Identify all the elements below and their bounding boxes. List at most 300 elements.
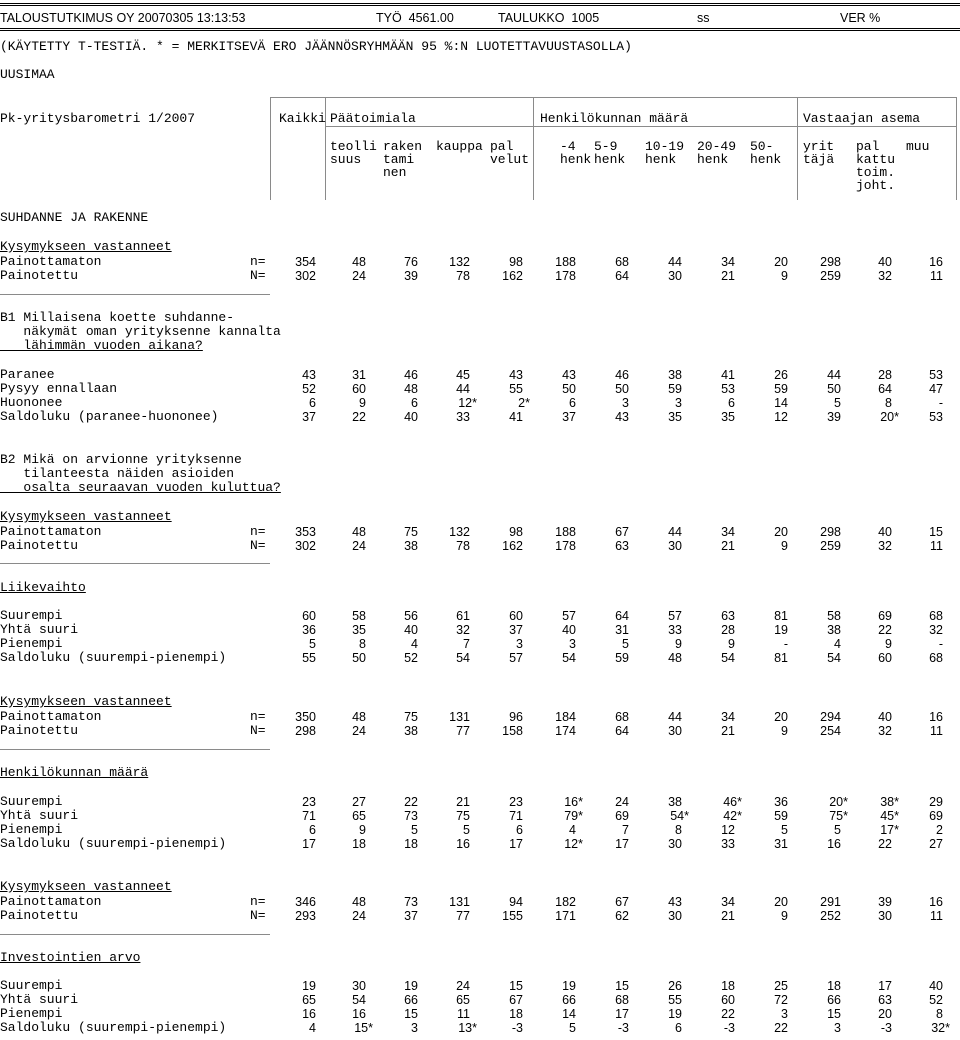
cell: 17 xyxy=(615,837,629,851)
unweighted-n-row xyxy=(0,710,960,724)
cell: 188 xyxy=(555,255,576,269)
cell: 16 xyxy=(456,837,470,851)
cell: 19 xyxy=(404,979,418,993)
column-header-6: 5-9 xyxy=(594,139,618,154)
cell: 35 xyxy=(352,623,366,637)
cell: 20* xyxy=(880,410,899,424)
cell: 17 xyxy=(615,1007,629,1021)
cell: 75 xyxy=(456,809,470,823)
n-label: n= xyxy=(250,894,266,909)
survey-title: Pk-yritysbarometri 1/2007 xyxy=(0,111,196,126)
cell: 66 xyxy=(404,993,418,1007)
row-label: Pienempi xyxy=(0,636,63,651)
cell: 22 xyxy=(774,1021,788,1035)
row-label: Yhtä suuri xyxy=(0,808,79,823)
cell: 6 xyxy=(569,396,576,410)
weighted-n-row xyxy=(0,909,960,923)
report-version: VER % xyxy=(840,11,881,25)
cell: -3 xyxy=(617,1021,629,1035)
cell: 18 xyxy=(509,1007,523,1021)
cell: 15 xyxy=(929,525,943,539)
cell: 9 xyxy=(359,396,366,410)
cell: 37 xyxy=(302,410,316,424)
cell: 54 xyxy=(827,651,841,665)
cell: 4 xyxy=(411,637,418,651)
cell: 6 xyxy=(411,396,418,410)
cell: 63 xyxy=(721,609,735,623)
cell: 50 xyxy=(562,382,576,396)
cell: 26 xyxy=(668,979,682,993)
row-label: Saldoluku (suurempi-pienempi) xyxy=(0,1020,227,1035)
cell: 3 xyxy=(781,1007,788,1021)
cell: 37 xyxy=(404,909,418,923)
cell: 58 xyxy=(827,609,841,623)
column-header-1: teolli xyxy=(330,139,377,154)
cell: 48 xyxy=(352,895,366,909)
n-label: N= xyxy=(250,908,266,923)
question-b2-text: B2 Mikä on arvionne yrityksenne xyxy=(0,452,242,467)
cell: -3 xyxy=(723,1021,735,1035)
cell: 6 xyxy=(309,396,316,410)
cell: 43 xyxy=(509,368,523,382)
cell: 16 xyxy=(929,710,943,724)
weighted-n-row xyxy=(0,539,960,553)
cell: 81 xyxy=(774,609,788,623)
cell: 162 xyxy=(502,539,523,553)
n-label: n= xyxy=(250,709,266,724)
n-label: n= xyxy=(250,524,266,539)
cell: 68 xyxy=(615,255,629,269)
cell: -3 xyxy=(880,1021,892,1035)
cell: 67 xyxy=(509,993,523,1007)
cell: 5 xyxy=(411,823,418,837)
cell: 72 xyxy=(774,993,788,1007)
cell: 54 xyxy=(562,651,576,665)
cell: 3 xyxy=(675,396,682,410)
cell: 302 xyxy=(295,269,316,283)
cell: 31 xyxy=(774,837,788,851)
cell: 259 xyxy=(820,269,841,283)
report-job: TYÖ 4561.00 xyxy=(376,11,454,25)
cell: 46 xyxy=(615,368,629,382)
cell: 24 xyxy=(352,909,366,923)
cell: 5 xyxy=(781,823,788,837)
cell: 8 xyxy=(885,396,892,410)
cell: 5 xyxy=(834,823,841,837)
cell: 63 xyxy=(615,539,629,553)
cell: 4 xyxy=(309,1021,316,1035)
cell: 16 xyxy=(929,895,943,909)
cell: - xyxy=(938,396,943,410)
cell: 17 xyxy=(302,837,316,851)
cell: 9 xyxy=(359,823,366,837)
cell: 16 xyxy=(827,837,841,851)
cell: 20 xyxy=(774,710,788,724)
cell: 2* xyxy=(518,396,530,410)
cell: 9 xyxy=(781,539,788,553)
question-b1-text: B1 Millaisena koette suhdanne- xyxy=(0,310,235,325)
cell: 56 xyxy=(404,609,418,623)
separator xyxy=(0,749,270,750)
cell: 79* xyxy=(564,809,583,823)
cell: 60 xyxy=(721,993,735,1007)
cell: 32 xyxy=(878,539,892,553)
cell: 62 xyxy=(615,909,629,923)
cell: 54 xyxy=(456,651,470,665)
cell: 60 xyxy=(302,609,316,623)
cell: 39 xyxy=(827,410,841,424)
cell: 44 xyxy=(668,710,682,724)
cell: 58 xyxy=(352,609,366,623)
cell: 19 xyxy=(668,1007,682,1021)
row-label: Suurempi xyxy=(0,978,63,993)
cell: 18 xyxy=(404,837,418,851)
cell: 55 xyxy=(302,651,316,665)
data-row xyxy=(0,637,960,651)
cell: 43 xyxy=(302,368,316,382)
cell: 9 xyxy=(781,724,788,738)
cell: 23 xyxy=(509,795,523,809)
column-header-11: kattu xyxy=(856,152,896,167)
cell: 131 xyxy=(449,710,470,724)
cell: 32 xyxy=(456,623,470,637)
separator xyxy=(0,563,270,564)
cell: 48 xyxy=(352,255,366,269)
cell: 65 xyxy=(456,993,470,1007)
column-header-6: henk xyxy=(594,152,626,167)
cell: 96 xyxy=(509,710,523,724)
cell: 24 xyxy=(352,724,366,738)
cell: 29 xyxy=(929,795,943,809)
cell: 17 xyxy=(878,979,892,993)
cell: 57 xyxy=(668,609,682,623)
cell: 184 xyxy=(555,710,576,724)
cell: 178 xyxy=(555,539,576,553)
cell: 34 xyxy=(721,895,735,909)
column-header-8: 20-49 xyxy=(697,139,737,154)
cell: 67 xyxy=(615,525,629,539)
cell: 32 xyxy=(878,724,892,738)
column-header-11: pal xyxy=(856,139,880,154)
column-header-12: muu xyxy=(906,139,930,154)
data-row xyxy=(0,396,960,410)
column-header-11: toim. xyxy=(856,165,896,180)
cell: 12* xyxy=(564,837,583,851)
cell: 6 xyxy=(675,1021,682,1035)
cell: 15 xyxy=(404,1007,418,1021)
cell: 25 xyxy=(774,979,788,993)
cell: 48 xyxy=(352,525,366,539)
data-row xyxy=(0,368,960,382)
column-header-10: yrit xyxy=(803,139,835,154)
cell: 8 xyxy=(936,1007,943,1021)
column-header-10: täjä xyxy=(803,152,835,167)
cell: 53 xyxy=(721,382,735,396)
cell: 188 xyxy=(555,525,576,539)
cell: 24 xyxy=(456,979,470,993)
report-header xyxy=(0,11,960,25)
cell: 73 xyxy=(404,809,418,823)
cell: 59 xyxy=(668,382,682,396)
cell: 37 xyxy=(562,410,576,424)
cell: 9 xyxy=(885,637,892,651)
data-row xyxy=(0,979,960,993)
cell: 55 xyxy=(509,382,523,396)
cell: 60 xyxy=(509,609,523,623)
cell: 73 xyxy=(404,895,418,909)
cell: 38 xyxy=(404,539,418,553)
cell: 174 xyxy=(555,724,576,738)
cell: 3 xyxy=(411,1021,418,1035)
cell: 18 xyxy=(827,979,841,993)
question-b2-text: osalta seuraavan vuoden kuluttua? xyxy=(0,480,281,495)
cell: 47 xyxy=(929,382,943,396)
cell: 37 xyxy=(509,623,523,637)
report-org-timestamp: TALOUSTUTKIMUS OY 20070305 13:13:53 xyxy=(0,11,246,25)
cell: 178 xyxy=(555,269,576,283)
cell: 354 xyxy=(295,255,316,269)
cell: 11 xyxy=(457,1007,470,1021)
cell: 64 xyxy=(615,269,629,283)
cell: 57 xyxy=(509,651,523,665)
cell: 6 xyxy=(516,823,523,837)
row-label: Yhtä suuri xyxy=(0,992,79,1007)
respondents-heading-2: Kysymykseen vastanneet xyxy=(0,509,172,524)
cell: 7 xyxy=(463,637,470,651)
ttest-note: (KÄYTETTY T-TESTIÄ. * = MERKITSEVÄ ERO JÄÄNNÖSRYHMÄÄN 95 %:N LUOTETTAVUUSTASOLLA) xyxy=(0,39,632,54)
cell: 42* xyxy=(723,809,742,823)
n-label: n= xyxy=(250,254,266,269)
weighted-n-row xyxy=(0,269,960,283)
cell: 21 xyxy=(721,539,735,553)
cell: 53 xyxy=(929,368,943,382)
cell: 66 xyxy=(562,993,576,1007)
cell: 8 xyxy=(359,637,366,651)
cell: 32 xyxy=(929,623,943,637)
cell: 22 xyxy=(721,1007,735,1021)
cell: 350 xyxy=(295,710,316,724)
cell: 17 xyxy=(509,837,523,851)
cell: 6 xyxy=(309,823,316,837)
column-header-9: henk xyxy=(750,152,782,167)
cell: 38 xyxy=(668,795,682,809)
question-b1-text: lähimmän vuoden aikana? xyxy=(0,338,203,353)
cell: 67 xyxy=(615,895,629,909)
cell: - xyxy=(938,637,943,651)
cell: 302 xyxy=(295,539,316,553)
cell: 22 xyxy=(404,795,418,809)
cell: 12* xyxy=(458,396,477,410)
cell: 78 xyxy=(456,269,470,283)
cell: 14 xyxy=(774,396,788,410)
cell: -3 xyxy=(511,1021,523,1035)
cell: 11 xyxy=(930,724,943,738)
column-header-8: henk xyxy=(697,152,729,167)
cell: 68 xyxy=(929,609,943,623)
respondents-heading-1: Kysymykseen vastanneet xyxy=(0,239,172,254)
data-row xyxy=(0,823,960,837)
group-paatoimiala: Päätoimiala xyxy=(330,111,416,126)
data-row xyxy=(0,382,960,396)
row-label: Huononee xyxy=(0,395,63,410)
separator xyxy=(0,294,270,295)
respondents-heading-3: Kysymykseen vastanneet xyxy=(0,694,172,709)
cell: 252 xyxy=(820,909,841,923)
cell: 48 xyxy=(352,710,366,724)
cell: 155 xyxy=(502,909,523,923)
data-row xyxy=(0,623,960,637)
cell: 18 xyxy=(721,979,735,993)
cell: 44 xyxy=(668,255,682,269)
cell: 22 xyxy=(878,623,892,637)
row-label: Saldoluku (suurempi-pienempi) xyxy=(0,650,227,665)
cell: 38* xyxy=(880,795,899,809)
row-label: Saldoluku (suurempi-pienempi) xyxy=(0,836,227,851)
column-header-7: henk xyxy=(645,152,677,167)
cell: 8 xyxy=(675,823,682,837)
row-label: Pienempi xyxy=(0,1006,63,1021)
group-henkilokunta: Henkilökunnan määrä xyxy=(540,111,689,126)
subsection-liikevaihto: Liikevaihto xyxy=(0,580,86,595)
region-title: UUSIMAA xyxy=(0,67,55,82)
data-row xyxy=(0,993,960,1007)
cell: 14 xyxy=(562,1007,576,1021)
cell: 75 xyxy=(404,710,418,724)
question-b2-text: tilanteesta näiden asioiden xyxy=(0,466,235,481)
cell: 24 xyxy=(615,795,629,809)
column-header-9: 50- xyxy=(750,139,774,154)
cell: 21 xyxy=(721,909,735,923)
cell: 50 xyxy=(615,382,629,396)
section-title: SUHDANNE JA RAKENNE xyxy=(0,210,149,225)
cell: 33 xyxy=(668,623,682,637)
column-header-2: raken xyxy=(383,139,423,154)
row-label: Painotettu xyxy=(0,908,79,923)
cell: 3 xyxy=(622,396,629,410)
cell: 6 xyxy=(728,396,735,410)
row-label: Yhtä suuri xyxy=(0,622,79,637)
column-header-2: tami xyxy=(383,152,415,167)
cell: 24 xyxy=(352,539,366,553)
cell: 16 xyxy=(352,1007,366,1021)
cell: 40 xyxy=(878,710,892,724)
cell: 3 xyxy=(516,637,523,651)
cell: 43 xyxy=(668,895,682,909)
cell: 11 xyxy=(930,269,943,283)
cell: 3 xyxy=(569,637,576,651)
top-rule xyxy=(0,3,960,6)
cell: 55 xyxy=(668,993,682,1007)
cell: 9 xyxy=(781,909,788,923)
cell: 2 xyxy=(936,823,943,837)
cell: 298 xyxy=(820,255,841,269)
data-row xyxy=(0,1007,960,1021)
cell: 75* xyxy=(829,809,848,823)
cell: 346 xyxy=(295,895,316,909)
row-label: Painottamaton xyxy=(0,254,102,269)
row-label: Painotettu xyxy=(0,538,79,553)
group-kaikki: Kaikki xyxy=(279,111,326,126)
cell: 5 xyxy=(309,637,316,651)
n-label: N= xyxy=(250,538,266,553)
cell: 9 xyxy=(728,637,735,651)
cell: 30 xyxy=(668,724,682,738)
cell: 40 xyxy=(929,979,943,993)
column-header-3: kauppa xyxy=(436,139,483,154)
n-label: N= xyxy=(250,268,266,283)
cell: 53 xyxy=(929,410,943,424)
column-header-7: 10-19 xyxy=(645,139,685,154)
cell: 33 xyxy=(721,837,735,851)
row-label: Painotettu xyxy=(0,268,79,283)
cell: 63 xyxy=(878,993,892,1007)
subsection-henkilokunta: Henkilökunnan määrä xyxy=(0,765,149,780)
cell: 46* xyxy=(723,795,742,809)
data-row xyxy=(0,410,960,424)
cell: 48 xyxy=(404,382,418,396)
cell: 162 xyxy=(502,269,523,283)
question-b1-text: näkymät oman yrityksenne kannalta xyxy=(0,324,281,339)
cell: 68 xyxy=(929,651,943,665)
weighted-n-row xyxy=(0,724,960,738)
cell: 9 xyxy=(781,269,788,283)
cell: 38 xyxy=(827,623,841,637)
cell: 19 xyxy=(774,623,788,637)
cell: 17* xyxy=(880,823,899,837)
cell: 9 xyxy=(675,637,682,651)
column-header-4: velut xyxy=(490,152,530,167)
cell: 64 xyxy=(878,382,892,396)
cell: 30 xyxy=(668,539,682,553)
cell: 19 xyxy=(302,979,316,993)
cell: 30 xyxy=(878,909,892,923)
cell: 59 xyxy=(615,651,629,665)
cell: - xyxy=(783,637,788,651)
cell: 28 xyxy=(878,368,892,382)
cell: 68 xyxy=(615,993,629,1007)
subsection-investoinnit: Investointien arvo xyxy=(0,950,141,965)
cell: 5 xyxy=(834,396,841,410)
cell: 45 xyxy=(456,368,470,382)
cell: 21 xyxy=(721,269,735,283)
column-header-11: joht. xyxy=(856,178,896,193)
cell: 61 xyxy=(456,609,470,623)
cell: 45* xyxy=(880,809,899,823)
cell: 52 xyxy=(302,382,316,396)
cell: 259 xyxy=(820,539,841,553)
cell: 5 xyxy=(569,1021,576,1035)
cell: 35 xyxy=(721,410,735,424)
data-row xyxy=(0,795,960,809)
cell: 3 xyxy=(834,1021,841,1035)
cell: 4 xyxy=(834,637,841,651)
cell: 44 xyxy=(456,382,470,396)
data-row xyxy=(0,651,960,665)
cell: 158 xyxy=(502,724,523,738)
cell: 30 xyxy=(668,837,682,851)
cell: 353 xyxy=(295,525,316,539)
cell: 54 xyxy=(352,993,366,1007)
row-label: Painottamaton xyxy=(0,894,102,909)
cell: 64 xyxy=(615,724,629,738)
row-label: Suurempi xyxy=(0,794,63,809)
unweighted-n-row xyxy=(0,525,960,539)
cell: 66 xyxy=(827,993,841,1007)
cell: 132 xyxy=(449,525,470,539)
cell: 65 xyxy=(302,993,316,1007)
cell: 132 xyxy=(449,255,470,269)
cell: 39 xyxy=(878,895,892,909)
